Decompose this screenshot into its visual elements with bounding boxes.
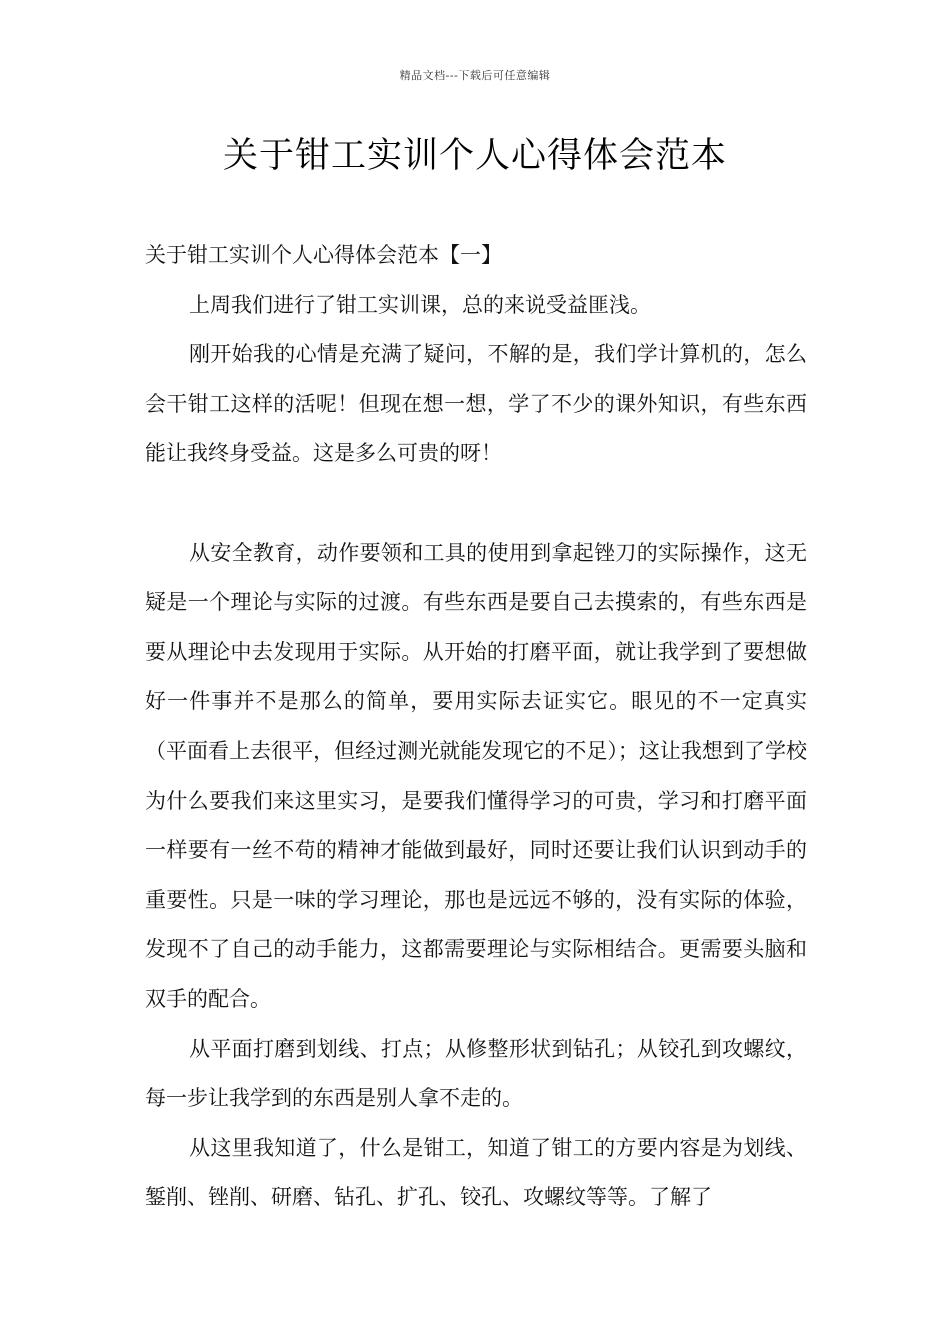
section-heading: 关于钳工实训个人心得体会范本【一】 <box>145 243 502 267</box>
paragraph-spacer <box>145 479 807 529</box>
header-note: 精品文档---下载后可任意编辑 <box>399 69 551 82</box>
document-body <box>145 231 807 1223</box>
document-title: 关于钳工实训个人心得体会范本 <box>222 136 727 176</box>
paragraph: 从平面打磨到划线、打点；从修整形状到钻孔；从铰孔到攻螺纹，每一步让我学到的东西是别人拿不走的。 <box>145 1036 807 1111</box>
paragraph: 刚开始我的心情是充满了疑问，不解的是，我们学计算机的，怎么会干钳工这样的活呢！但现在想一想，学了不少的课外知识，有些东西能让我终身受益。这是多么可贵的呀！ <box>145 342 807 466</box>
paragraph: 上周我们进行了钳工实训课，总的来说受益匪浅。 <box>189 292 651 317</box>
paragraph: 从安全教育，动作要领和工具的使用到拿起锉刀的实际操作，这无疑是一个理论与实际的过渡。有些东西是要自己去摸索的，有些东西是要从理论中去发现用于实际。从开始的打磨平面，就让我学到了要想做好一件事并不是那么的简单，要用实际去证实它。眼见的不一定真实（平面看上去很平，但经过测光就能发现它的不足）；这让我想到了学校为什么要我们来这里实习，是要我们懂得学习的可贵，学习和打磨平面一样要有一丝不苟的精神才能做到最好，同时还要让我们认识到动手的重要性。只是一味的学习理论，那也是远远不够的，没有实际的体验，发现不了自己的动手能力，这都需要理论与实际相结合。更需要头脑和双手的配合。 <box>145 540 807 1011</box>
paragraph: 从这里我知道了，什么是钳工，知道了钳工的方要内容是为划线、錾削、锉削、研磨、钻孔、扩孔、铰孔、攻螺纹等等。了解了 <box>145 1135 807 1210</box>
